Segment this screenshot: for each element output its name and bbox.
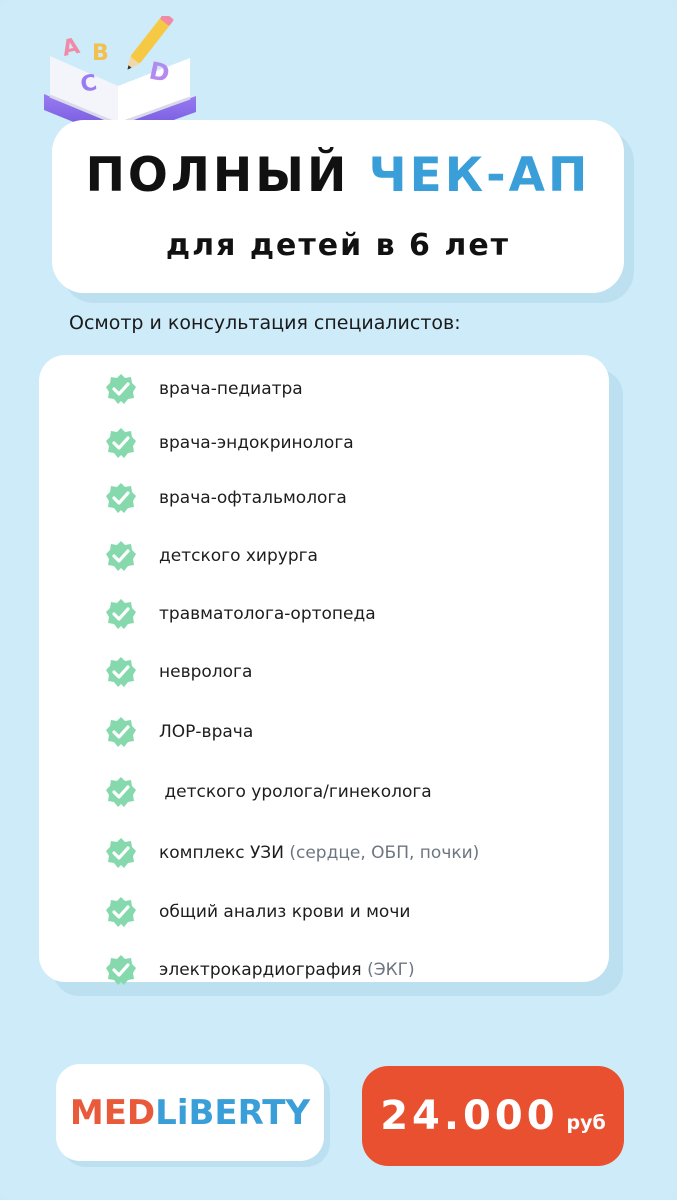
item-text: детского уролога/гинеколога bbox=[159, 782, 432, 802]
check-badge-icon bbox=[105, 837, 137, 869]
list-item bbox=[105, 372, 303, 406]
logo-part-med: MED bbox=[69, 1092, 156, 1133]
check-badge-icon bbox=[105, 776, 137, 808]
page-title bbox=[52, 148, 624, 203]
item-text: врача-педиатра bbox=[159, 379, 303, 399]
list-item bbox=[105, 775, 432, 809]
list-item bbox=[105, 836, 479, 870]
item-text bbox=[159, 960, 415, 980]
price-badge bbox=[362, 1066, 624, 1166]
check-badge-icon bbox=[105, 373, 137, 405]
list-item bbox=[105, 539, 318, 573]
book-letter-d: D bbox=[146, 56, 173, 89]
services-list-card bbox=[39, 355, 609, 982]
item-text: ЛОР-врача bbox=[159, 722, 254, 742]
list-item bbox=[105, 655, 252, 689]
item-main-text: электрокардиография bbox=[159, 960, 362, 980]
list-item bbox=[105, 426, 354, 460]
list-item bbox=[105, 953, 415, 987]
title-part-1: ПОЛНЫЙ bbox=[85, 148, 350, 203]
section-label: Осмотр и консультация специалистов: bbox=[69, 312, 461, 334]
check-badge-icon bbox=[105, 716, 137, 748]
logo-part-liberty: LiBERTY bbox=[155, 1092, 311, 1133]
list-item bbox=[105, 715, 253, 749]
list-item bbox=[105, 895, 410, 929]
item-main-text: комплекс УЗИ bbox=[159, 843, 284, 863]
page-subtitle: для детей в 6 лет bbox=[165, 228, 511, 263]
price-unit: руб bbox=[566, 1112, 606, 1134]
title-part-2: ЧЕК-АП bbox=[368, 148, 591, 203]
check-badge-icon bbox=[105, 656, 137, 688]
check-badge-icon bbox=[105, 427, 137, 459]
item-text: травматолога-ортопеда bbox=[159, 604, 376, 624]
check-badge-icon bbox=[105, 598, 137, 630]
logo-card bbox=[56, 1064, 324, 1161]
book-letter-c: C bbox=[78, 70, 99, 98]
check-badge-icon bbox=[105, 896, 137, 928]
book-letter-b: B bbox=[92, 41, 109, 66]
title-card bbox=[52, 120, 624, 293]
item-note: (ЭКГ) bbox=[367, 960, 415, 980]
item-note: (сердце, ОБП, почки) bbox=[289, 843, 480, 863]
list-item bbox=[105, 597, 376, 631]
check-badge-icon bbox=[105, 540, 137, 572]
price-value: 24.000 bbox=[380, 1093, 559, 1139]
item-text bbox=[159, 843, 479, 863]
item-text: детского хирурга bbox=[159, 546, 318, 566]
item-text: врача-офтальмолога bbox=[159, 488, 347, 508]
medliberty-logo bbox=[70, 1093, 310, 1133]
check-badge-icon bbox=[105, 482, 137, 514]
list-item bbox=[105, 481, 347, 515]
check-badge-icon bbox=[105, 954, 137, 986]
item-text: невролога bbox=[159, 662, 253, 682]
item-text: общий анализ крови и мочи bbox=[159, 902, 411, 922]
book-letter-a: A bbox=[60, 33, 82, 62]
item-text: врача-эндокринолога bbox=[159, 433, 354, 453]
